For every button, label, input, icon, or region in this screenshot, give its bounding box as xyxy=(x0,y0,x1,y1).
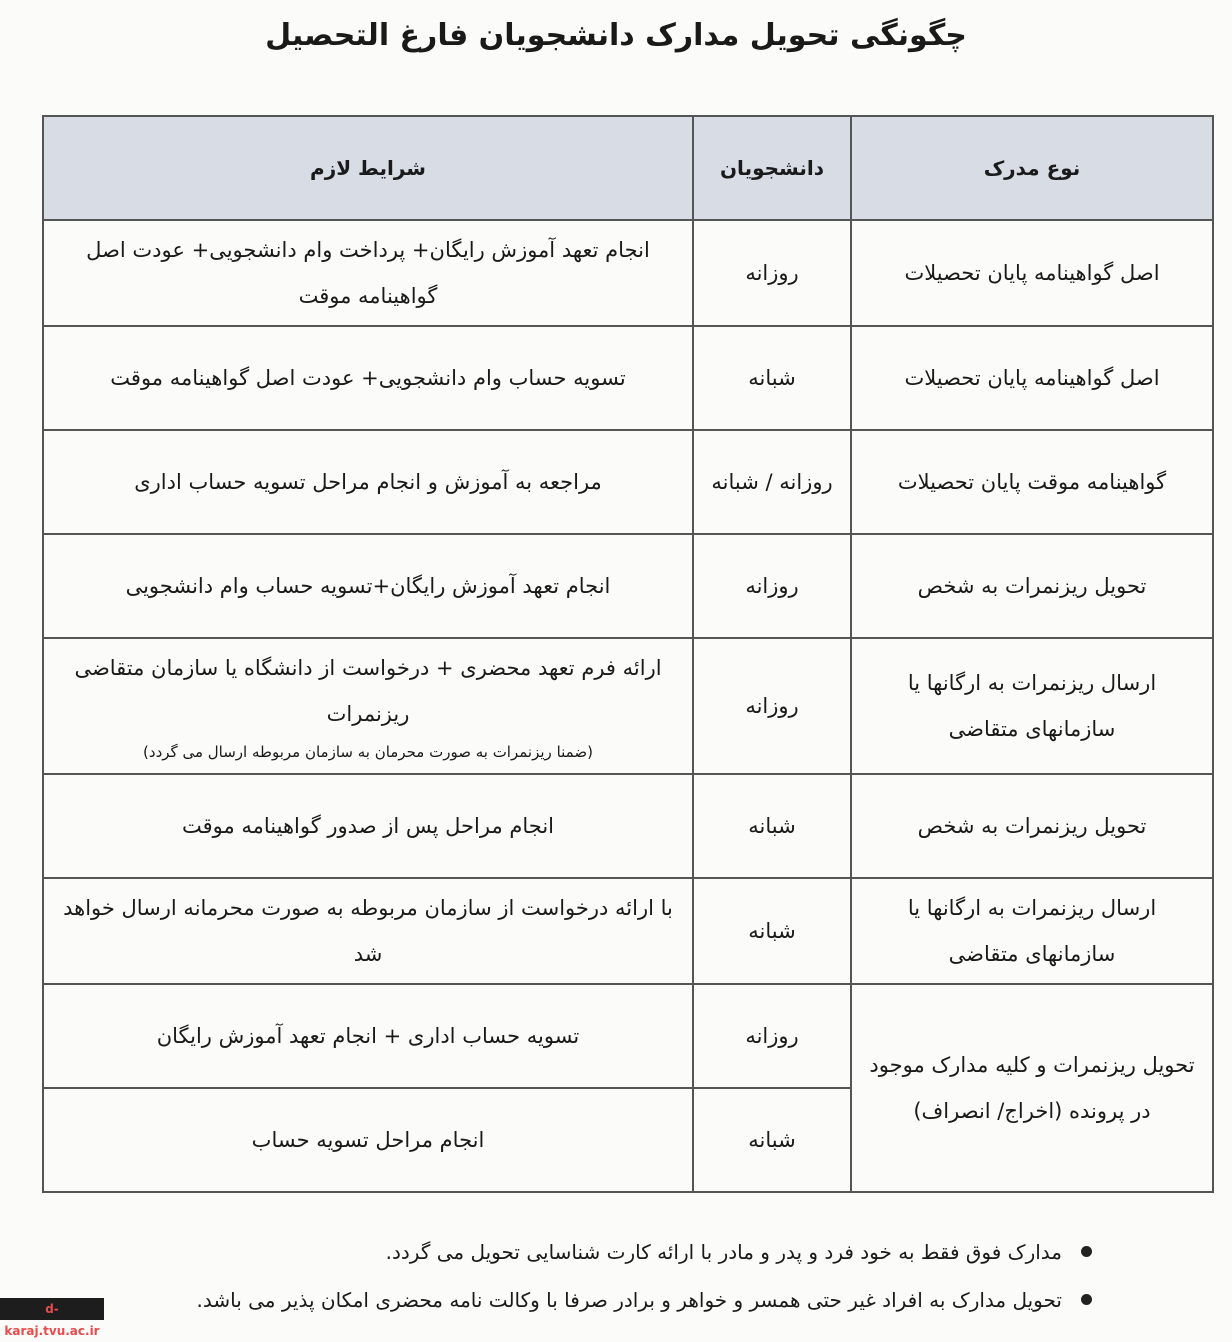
header-document-type: نوع مدرک xyxy=(851,116,1213,220)
cell-document: گواهینامه موقت پایان تحصیلات xyxy=(851,430,1213,534)
cell-conditions: انجام مراحل تسویه حساب xyxy=(43,1088,693,1192)
table-row xyxy=(43,326,1213,430)
notes-list xyxy=(12,1232,1092,1328)
cell-document: ارسال ریزنمرات به ارگانها یا سازمانهای متقاضی xyxy=(851,638,1213,774)
cell-conditions: انجام تعهد آموزش رایگان+ پرداخت وام دانشجویی+ عودت اصل گواهینامه موقت xyxy=(43,220,693,326)
site-watermark: d-karaj.tvu.ac.ir xyxy=(0,1298,104,1320)
cell-students: شبانه xyxy=(693,878,851,984)
table-row xyxy=(43,878,1213,984)
list-item: مدارک فوق فقط به خود فرد و پدر و مادر با ارائه کارت شناسایی تحویل می گردد. xyxy=(12,1232,1092,1280)
cell-students: روزانه xyxy=(693,638,851,774)
cell-conditions: مراجعه به آموزش و انجام مراحل تسویه حساب اداری xyxy=(43,430,693,534)
table-row xyxy=(43,220,1213,326)
documents-table xyxy=(42,115,1214,1193)
table-row xyxy=(43,774,1213,878)
cell-document: تحویل ریزنمرات به شخص xyxy=(851,774,1213,878)
cell-students: شبانه xyxy=(693,1088,851,1192)
cell-students: روزانه xyxy=(693,220,851,326)
table-row xyxy=(43,430,1213,534)
cell-conditions: انجام مراحل پس از صدور گواهینامه موقت xyxy=(43,774,693,878)
list-item: تحویل مدارک به افراد غیر حتی همسر و خواهر و برادر صرفا با وکالت نامه محضری امکان پذیر می باشد. xyxy=(12,1280,1092,1328)
conditions-text: ارائه فرم تعهد محضری + درخواست از دانشگاه یا سازمان متقاضی ریزنمرات xyxy=(74,656,662,726)
cell-document: ارسال ریزنمرات به ارگانها یا سازمانهای متقاضی xyxy=(851,878,1213,984)
header-conditions: شرایط لازم xyxy=(43,116,693,220)
cell-students: روزانه xyxy=(693,984,851,1088)
cell-conditions: تسویه حساب اداری + انجام تعهد آموزش رایگان xyxy=(43,984,693,1088)
cell-document: تحویل ریزنمرات و کلیه مدارک موجود در پرونده (اخراج/ انصراف) xyxy=(851,984,1213,1192)
cell-students: روزانه / شبانه xyxy=(693,430,851,534)
table-row xyxy=(43,638,1213,774)
cell-document: اصل گواهینامه پایان تحصیلات xyxy=(851,220,1213,326)
conditions-note: (ضمنا ریزنمرات به صورت محرمان به سازمان مربوطه ارسال می گردد) xyxy=(143,743,593,761)
cell-conditions: تسویه حساب وام دانشجویی+ عودت اصل گواهینامه موقت xyxy=(43,326,693,430)
cell-conditions: با ارائه درخواست از سازمان مربوطه به صورت محرمانه ارسال خواهد شد xyxy=(43,878,693,984)
table-header-row xyxy=(43,116,1213,220)
cell-students: شبانه xyxy=(693,326,851,430)
cell-conditions: انجام تعهد آموزش رایگان+تسویه حساب وام دانشجویی xyxy=(43,534,693,638)
cell-document: اصل گواهینامه پایان تحصیلات xyxy=(851,326,1213,430)
header-students: دانشجویان xyxy=(693,116,851,220)
cell-document: تحویل ریزنمرات به شخص xyxy=(851,534,1213,638)
table-row xyxy=(43,984,1213,1088)
cell-students: روزانه xyxy=(693,534,851,638)
cell-conditions xyxy=(43,638,693,774)
cell-students: شبانه xyxy=(693,774,851,878)
page-title: چگونگی تحویل مدارک دانشجویان فارغ التحصیل xyxy=(265,18,967,53)
table-row xyxy=(43,534,1213,638)
